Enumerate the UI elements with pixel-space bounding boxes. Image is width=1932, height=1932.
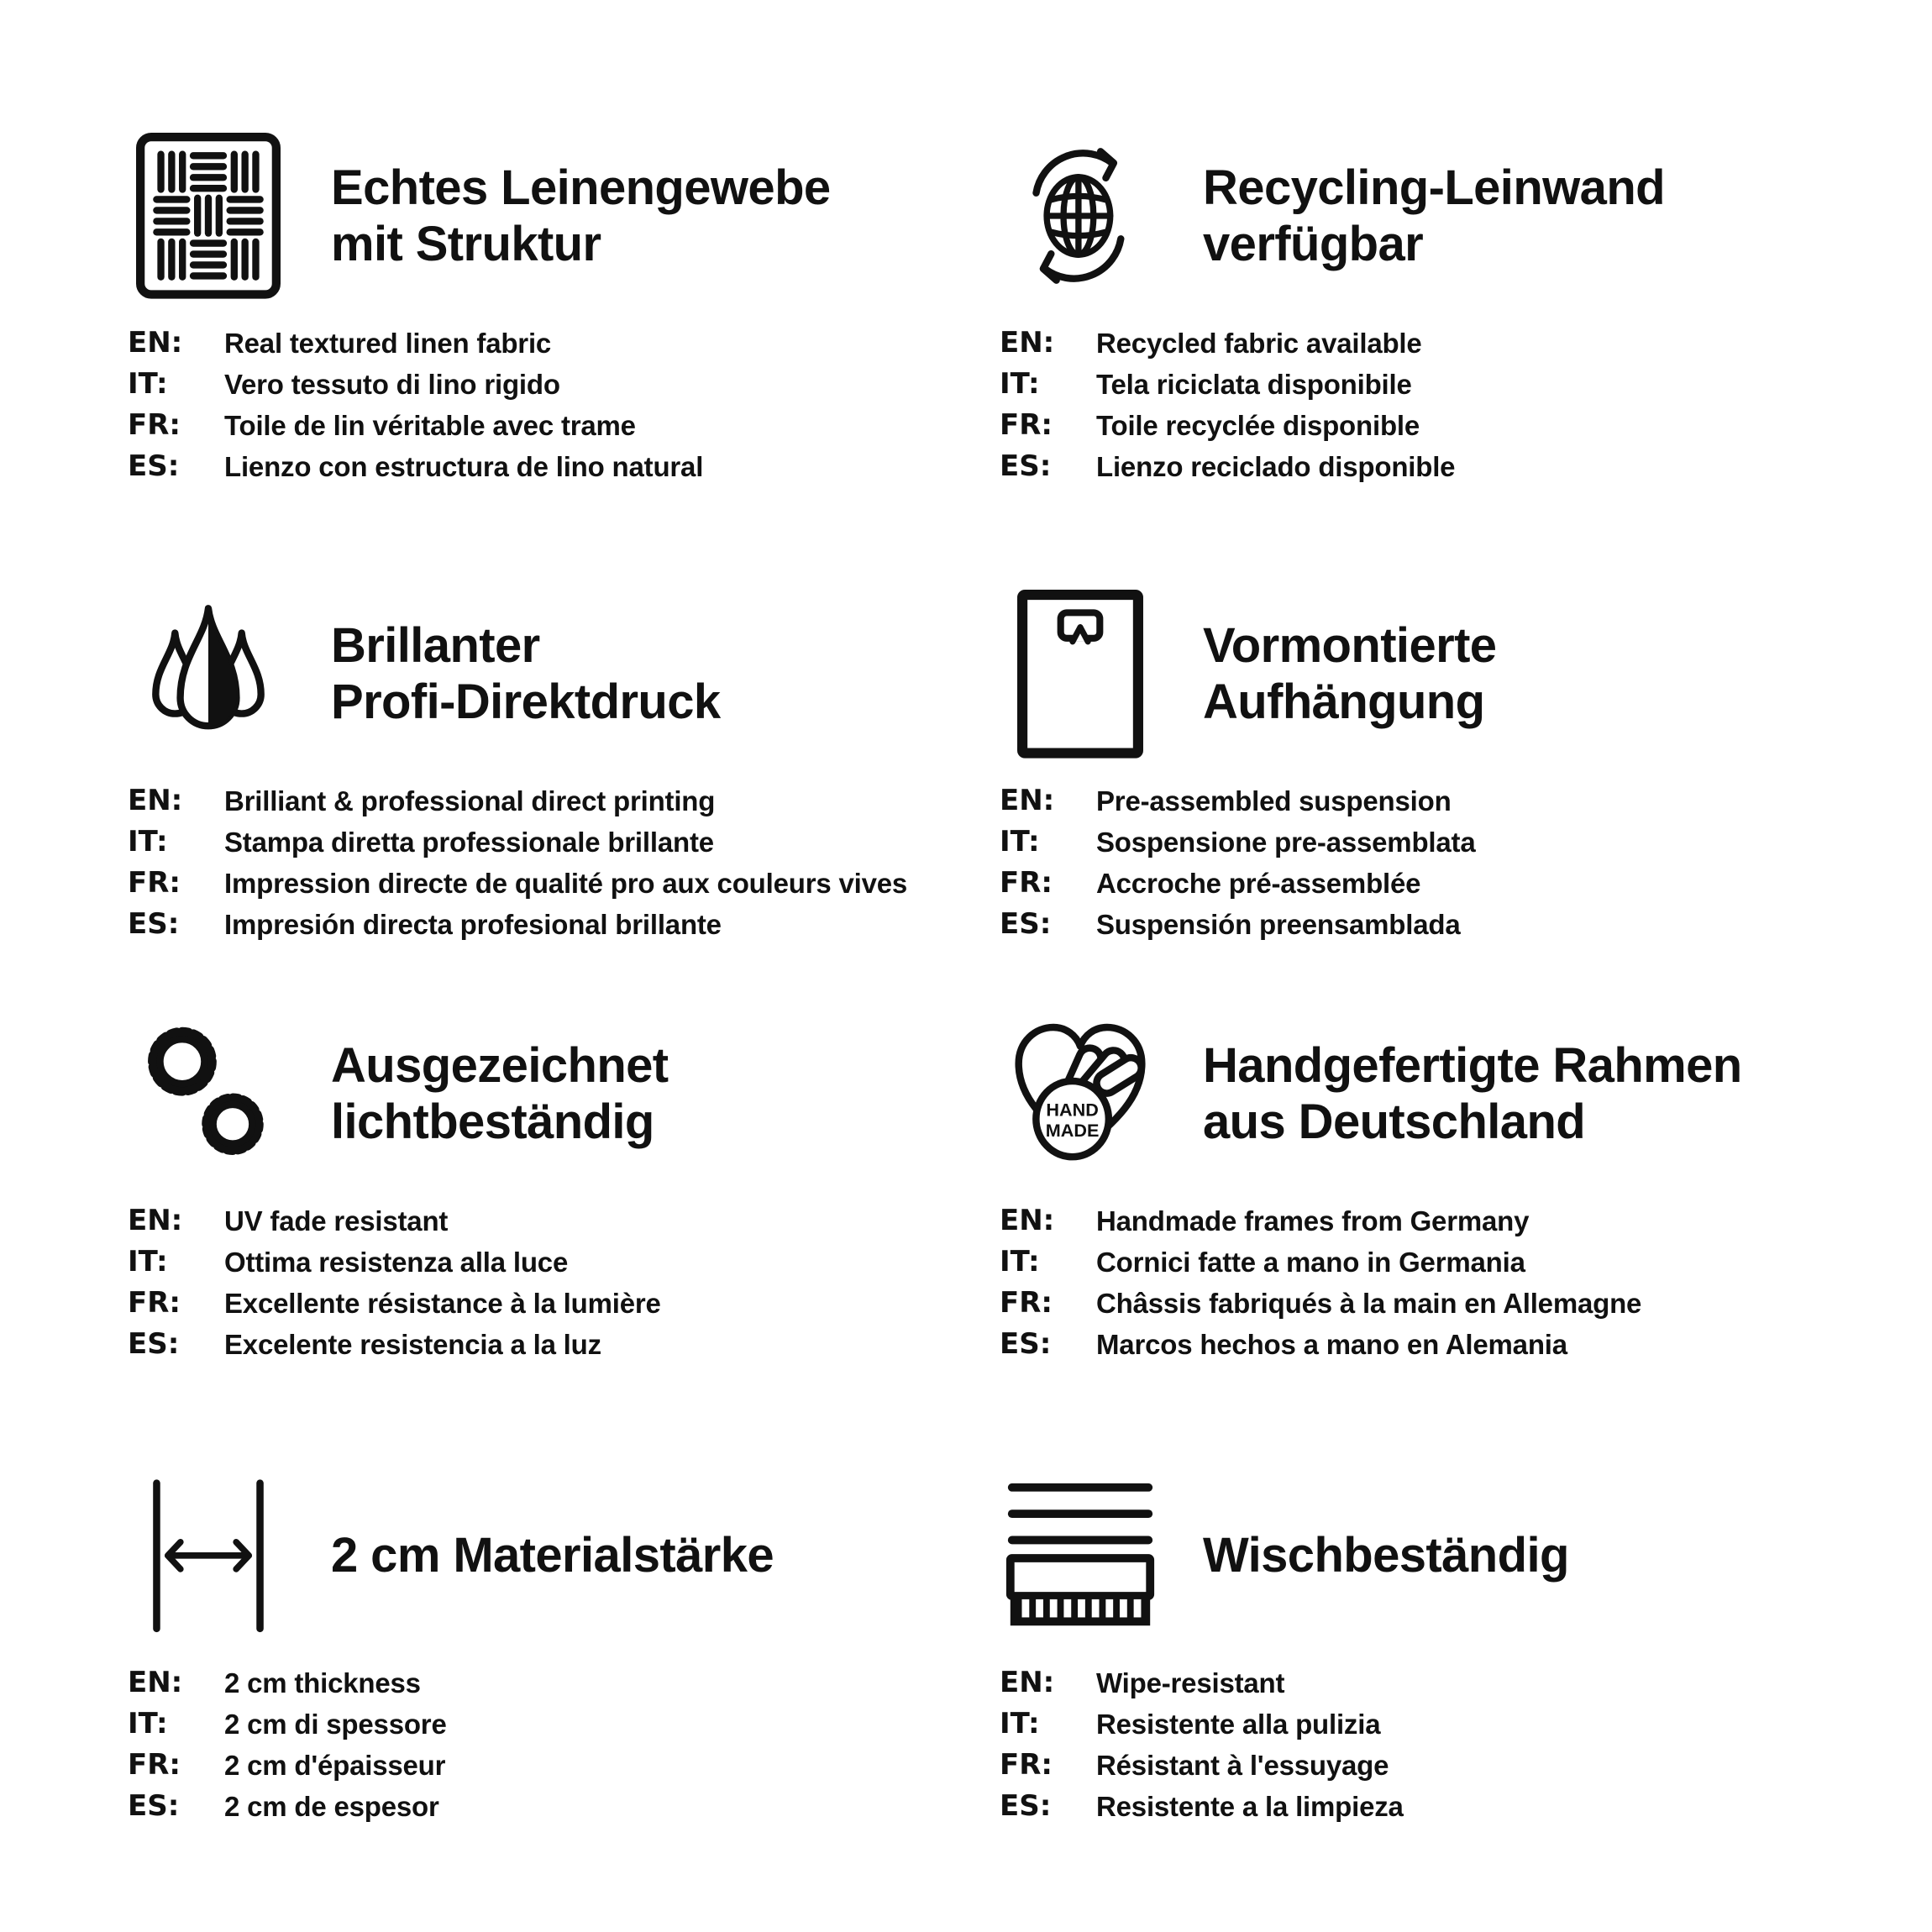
lang-label: ES:	[1000, 1327, 1052, 1361]
lang-label: ES:	[128, 1789, 180, 1823]
lang-label: ES:	[1000, 449, 1052, 483]
lang-label: ES:	[1000, 907, 1052, 941]
title-line-2: lichtbeständig	[331, 1095, 654, 1149]
translation-text: 2 cm thickness	[224, 1667, 421, 1698]
title-line-1: Ausgezeichnet	[331, 1037, 669, 1093]
lang-label: FR:	[128, 1286, 181, 1320]
translation-text: Lienzo reciclado disponible	[1096, 451, 1456, 482]
translation-row	[1000, 323, 1898, 364]
feature-section-linen	[128, 116, 963, 487]
translation-row	[128, 1283, 963, 1324]
fabric-weave-icon	[128, 133, 289, 299]
handmade-heart-hand-icon	[1000, 1015, 1161, 1173]
translation-text: Impresión directa profesional brillante	[224, 909, 722, 940]
translation-text: Wipe-resistant	[1096, 1667, 1285, 1698]
translation-row	[1000, 1200, 1898, 1242]
feature-section-lightfast	[128, 994, 963, 1365]
translation-text: Excelente resistencia a la luz	[224, 1329, 601, 1360]
translation-row	[1000, 780, 1898, 822]
translation-row	[1000, 1786, 1898, 1827]
translation-text: Châssis fabriqués à la main en Allemagne	[1096, 1288, 1642, 1319]
section-head	[128, 1456, 963, 1656]
translation-row	[128, 1786, 963, 1827]
section-title	[1203, 617, 1496, 731]
feature-section-suspension	[1000, 574, 1898, 945]
translation-text: 2 cm d'épaisseur	[224, 1750, 446, 1781]
title-line-2: Aufhängung	[1203, 675, 1485, 729]
lang-label: IT:	[1000, 1707, 1040, 1740]
lang-label: FR:	[1000, 866, 1053, 900]
translation-row	[128, 780, 963, 822]
section-head	[1000, 994, 1898, 1194]
feature-section-wipe	[1000, 1456, 1898, 1827]
lang-label: ES:	[128, 449, 180, 483]
translation-row	[128, 822, 963, 863]
lang-label: ES:	[1000, 1789, 1052, 1823]
translation-row	[1000, 405, 1898, 446]
translation-row	[128, 904, 963, 945]
translation-row	[1000, 1324, 1898, 1365]
translation-text: Accroche pré-assemblée	[1096, 868, 1421, 899]
translation-list	[128, 1200, 963, 1365]
translation-text: Excellente résistance à la lumière	[224, 1288, 661, 1319]
translation-row	[1000, 364, 1898, 405]
frame-hanger-icon	[1000, 589, 1161, 759]
translation-row	[1000, 1283, 1898, 1324]
lang-label: IT:	[128, 1707, 168, 1740]
lang-label: EN:	[128, 784, 183, 817]
translation-text: Marcos hechos a mano en Alemania	[1096, 1329, 1567, 1360]
translation-row	[1000, 863, 1898, 904]
handmade-label-line-1: HAND	[1046, 1099, 1099, 1121]
translation-row	[1000, 1242, 1898, 1283]
feature-section-thickness	[128, 1456, 963, 1827]
lang-label: EN:	[1000, 784, 1055, 817]
lang-label: EN:	[1000, 1204, 1055, 1237]
translation-text: Pre-assembled suspension	[1096, 785, 1452, 816]
translation-row	[1000, 904, 1898, 945]
section-title	[1203, 160, 1665, 273]
title-line-1: Vormontierte	[1203, 617, 1497, 673]
translation-list	[1000, 780, 1898, 945]
ink-drops-icon	[128, 603, 289, 743]
translation-text: Ottima resistenza alla luce	[224, 1247, 569, 1278]
translation-row	[128, 1662, 963, 1704]
lang-label: IT:	[1000, 367, 1040, 401]
translation-text: Resistente a la limpieza	[1096, 1791, 1404, 1822]
section-title	[1203, 1037, 1742, 1151]
section-title	[331, 1527, 774, 1583]
section-title	[331, 617, 721, 731]
translation-row	[1000, 446, 1898, 487]
translation-row	[128, 1324, 963, 1365]
section-head	[128, 574, 963, 774]
lang-label: FR:	[128, 866, 181, 900]
translation-text: Résistant à l'essuyage	[1096, 1750, 1389, 1781]
lang-label: EN:	[128, 1204, 183, 1237]
title-line-1: Echtes Leinengewebe	[331, 160, 831, 215]
lang-label: FR:	[128, 408, 181, 442]
translation-text: Sospensione pre-assemblata	[1096, 827, 1476, 858]
translation-list	[1000, 1200, 1898, 1365]
feature-section-recycling	[1000, 116, 1898, 487]
thickness-arrow-icon	[128, 1478, 289, 1634]
translation-row	[1000, 1745, 1898, 1786]
translation-text: Brilliant & professional direct printing	[224, 785, 716, 816]
translation-text: Cornici fatte a mano in Germania	[1096, 1247, 1525, 1278]
lang-label: ES:	[128, 1327, 180, 1361]
title-line-2: aus Deutschland	[1203, 1095, 1586, 1149]
section-head	[1000, 116, 1898, 316]
title-line-2: Profi-Direktdruck	[331, 675, 721, 729]
translation-list	[128, 1662, 963, 1827]
translation-text: Handmade frames from Germany	[1096, 1205, 1530, 1236]
uv-suns-icon	[128, 1020, 289, 1168]
section-head	[128, 116, 963, 316]
translation-row	[128, 446, 963, 487]
translation-row	[1000, 1704, 1898, 1745]
section-head	[1000, 574, 1898, 774]
title-line-2: mit Struktur	[331, 217, 601, 271]
lang-label: IT:	[128, 825, 168, 858]
lang-label: FR:	[1000, 408, 1053, 442]
translation-text: Impression directe de qualité pro aux couleurs vives	[224, 868, 908, 899]
feature-section-printing	[128, 574, 963, 945]
lang-label: ES:	[128, 907, 180, 941]
translation-text: Real textured linen fabric	[224, 328, 552, 359]
section-head	[1000, 1456, 1898, 1656]
title-line-1: Recycling-Leinwand	[1203, 160, 1665, 215]
lang-label: EN:	[1000, 326, 1055, 360]
translation-text: Tela riciclata disponibile	[1096, 369, 1412, 400]
translation-row	[128, 1200, 963, 1242]
translation-row	[128, 863, 963, 904]
translation-row	[1000, 822, 1898, 863]
title-line-1: Wischbeständig	[1203, 1528, 1569, 1583]
recycle-globe-icon	[1000, 145, 1161, 286]
feature-section-handmade	[1000, 994, 1898, 1365]
lang-label: IT:	[128, 367, 168, 401]
section-title	[331, 160, 831, 273]
lang-label: EN:	[1000, 1666, 1055, 1699]
translation-text: Recycled fabric available	[1096, 328, 1422, 359]
translation-text: Vero tessuto di lino rigido	[224, 369, 560, 400]
handmade-label-line-2: MADE	[1045, 1119, 1100, 1141]
translation-list	[1000, 323, 1898, 487]
section-head	[128, 994, 963, 1194]
translation-row	[128, 364, 963, 405]
translation-list	[128, 323, 963, 487]
lang-label: IT:	[128, 1245, 168, 1278]
translation-row	[1000, 1662, 1898, 1704]
translation-row	[128, 1745, 963, 1786]
section-title	[331, 1037, 669, 1151]
title-line-1: Brillanter	[331, 617, 540, 673]
translation-list	[128, 780, 963, 945]
lang-label: IT:	[1000, 825, 1040, 858]
translation-text: Stampa diretta professionale brillante	[224, 827, 714, 858]
lang-label: IT:	[1000, 1245, 1040, 1278]
title-line-2: verfügbar	[1203, 217, 1424, 271]
translation-text: Lienzo con estructura de lino natural	[224, 451, 704, 482]
translation-list	[1000, 1662, 1898, 1827]
section-title	[1203, 1527, 1569, 1583]
translation-row	[128, 405, 963, 446]
lang-label: FR:	[128, 1748, 181, 1782]
translation-text: Suspensión preensamblada	[1096, 909, 1461, 940]
lang-label: FR:	[1000, 1286, 1053, 1320]
translation-row	[128, 1704, 963, 1745]
translation-text: Resistente alla pulizia	[1096, 1709, 1381, 1740]
title-line-1: Handgefertigte Rahmen	[1203, 1037, 1742, 1093]
translation-text: UV fade resistant	[224, 1205, 449, 1236]
translation-row	[128, 1242, 963, 1283]
lang-label: FR:	[1000, 1748, 1053, 1782]
translation-row	[128, 323, 963, 364]
translation-text: Toile de lin véritable avec trame	[224, 410, 636, 441]
wipe-brush-icon	[1000, 1479, 1161, 1631]
translation-text: 2 cm di spessore	[224, 1709, 447, 1740]
translation-text: Toile recyclée disponible	[1096, 410, 1420, 441]
lang-label: EN:	[128, 326, 183, 360]
lang-label: EN:	[128, 1666, 183, 1699]
translation-text: 2 cm de espesor	[224, 1791, 439, 1822]
title-line-1: 2 cm Materialstärke	[331, 1528, 774, 1583]
